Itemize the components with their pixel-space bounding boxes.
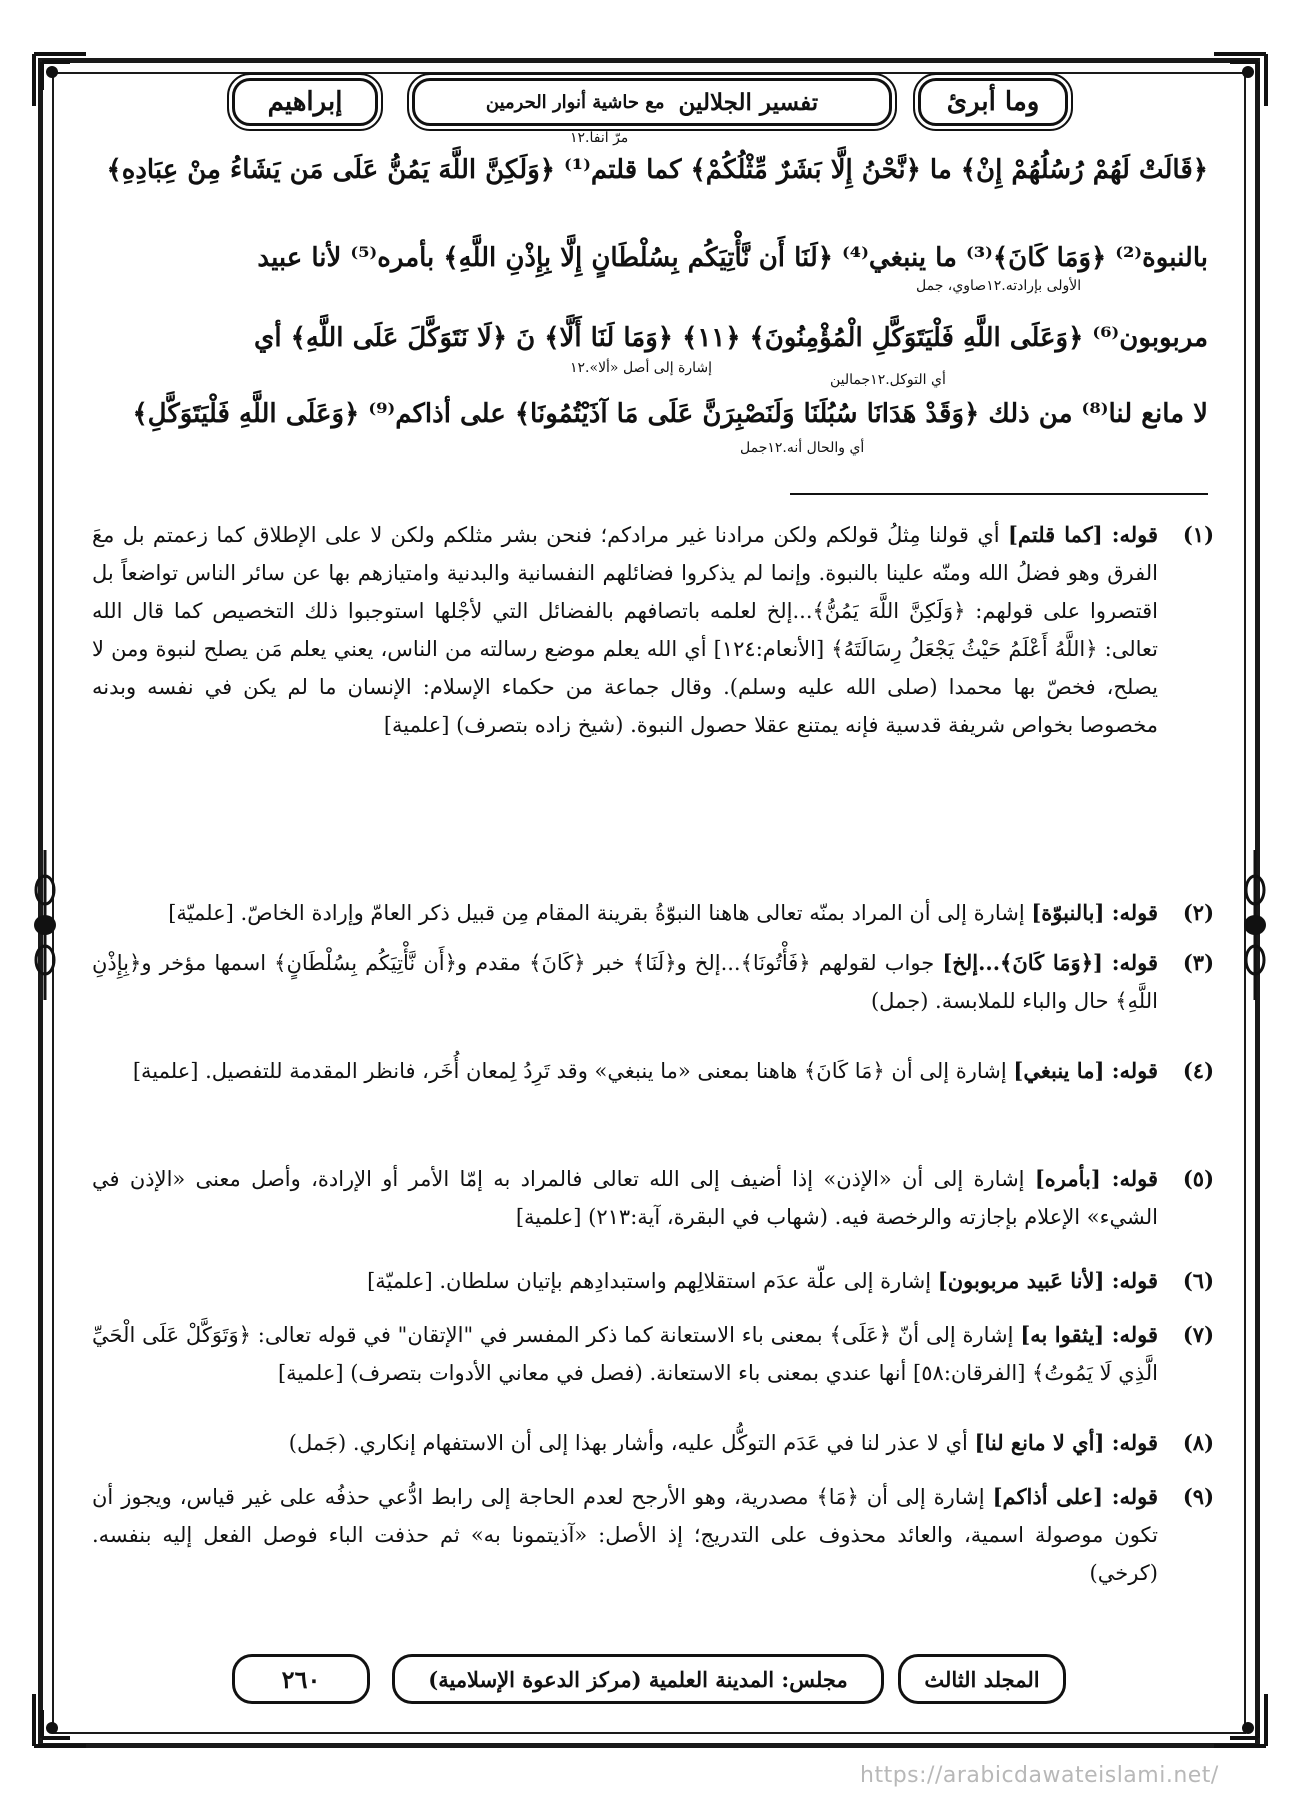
footnote-text: جواب لقولهم ﴿فَأْتُونَا﴾...إلخ و﴿لَنَا﴾ خبر ﴿كَانَ﴾ مقدم و﴿أَن نَّأْتِيَكُم بِسُلْطَانٍ﴾ اسمها مؤخر و﴿بِإِذْنِ اللَّهِ﴾ حال والباء للملابسة. (جمل): [92, 951, 1158, 1013]
footnote-number: (٣): [1182, 950, 1214, 975]
footnote-text: إشارة إلى أن «الإذن» إذا أضيف إلى الله تعالى فالمراد به إمّا الأمر أو الإرادة، وأصل معنى «الإذن في الشيء» الإعلام بإجازته والرخصة فيه. (شهاب في البقرة، آية:٢١٣) [علمية]: [92, 1167, 1158, 1229]
footnote-number: (٤): [1182, 1058, 1214, 1083]
footnote-keyword: قوله: [أي لا مانع لنا]: [974, 1430, 1158, 1455]
verse-note-b1: أي التوكل.١٢جمالين: [830, 372, 946, 388]
footnote-keyword: قوله: [لأنا عَبيد مربوبون]: [937, 1268, 1158, 1293]
volume: المجلد الثالث: [924, 1666, 1040, 1692]
book-title-box: [412, 78, 892, 126]
juz-name: وما أبرئ: [946, 87, 1040, 117]
surah-name-box: [232, 78, 378, 126]
footnote-6: [92, 1262, 1214, 1300]
footnote-number: (٥): [1182, 1166, 1214, 1191]
corner-ornament-icon: [30, 50, 90, 110]
footnote-text: أي قولنا مِثلُ قولكم ولكن مرادنا غير مرادكم؛ فنحن بشر مثلكم ولكن لا على الإطلاق كما زعمتم بل معَ الفرق وهو فضلُ الله ومنّه علينا بالنبوة. وإنما لم يذكروا فضائلهم النفسانية والبدنية وامتيازهم بها عن سائر الناس تواضعاً بل اقتصروا على قولهم: ﴿وَلَكِنَّ اللَّهَ يَمُنُّ﴾...إلخ لعلمه باتصافهم بالفضائل التي لأجْلها استوجبوا ذلك التخصيص كما قال الله تعالى: ﴿اللَّهُ أَعْلَمُ حَيْثُ يَجْعَلُ رِسَالَتَهُ﴾ [الأنعام:١٢٤] أي الله يعلم موضع رسالته من الناس، يعني يعلم مَن يصلح لنبوة ومن لا يصلح، فخصّ بها محمدا (صلى الله عليه وسلم). وقال جماعة من حكماء الإسلام: الإنسان ما لم يكن في نفسه وبدنه مخصوصا بخواص شريفة قدسية فإنه يمتنع عقلا حصول النبوة. (شيخ زاده بتصرف) [علمية]: [92, 523, 1158, 737]
page-number-box: [232, 1654, 370, 1704]
footnote-keyword: قوله: [على أذاكم]: [992, 1484, 1158, 1509]
footnote-number: (١): [1182, 522, 1214, 547]
side-ornament-icon: [32, 850, 58, 1000]
footnote-5: [92, 1160, 1214, 1236]
footnote-number: (٨): [1182, 1430, 1214, 1455]
footnote-3: [92, 944, 1214, 1020]
watermark-url: https://arabicdawateislami.net/: [860, 1763, 1219, 1788]
footnote-text: إشارة إلى أن ﴿مَا كَانَ﴾ هاهنا بمعنى «ما ينبغي» وقد تَرِدُ لِمعان أُخَر، فانظر المقدمة للتفصيل. [علمية]: [132, 1059, 1007, 1083]
corner-ornament-icon: [1210, 1690, 1270, 1750]
side-ornament-icon: [1242, 850, 1268, 1000]
footnote-8: [92, 1424, 1214, 1462]
verse-line-4: لا مانع لنا⁽⁸⁾ من ذلك ﴿وَقَدْ هَدَانَا سُبُلَنَا وَلَنَصْبِرَنَّ عَلَى مَا آذَيْتُمُونَا﴾ على أذاكم⁽⁹⁾ ﴿وَعَلَى اللَّهِ فَلْيَتَوَكَّلِ﴾: [132, 399, 1208, 429]
footnote-number: (٩): [1182, 1484, 1214, 1509]
footnote-text: إشارة إلى أنّ ﴿عَلَى﴾ بمعنى باء الاستعانة كما ذكر المفسر في "الإتقان" في قوله تعالى: ﴿وَتَوَكَّلْ عَلَى الْحَيِّ الَّذِي لَا يَمُوتُ﴾ [الفرقان:٥٨] أنها عندي بمعنى باء الاستعانة. (فصل في معاني الأدوات بتصرف) [علمية]: [92, 1323, 1158, 1385]
book-subtitle: مع حاشية أنوار الحرمين: [485, 91, 665, 113]
book-title: تفسير الجلالين: [678, 88, 819, 116]
verse-note-mid: الأولى بإرادته.١٢صاوي، جمل: [916, 278, 1082, 294]
footnote-keyword: قوله: [ما ينبغي]: [1013, 1058, 1158, 1083]
footnote-2: [92, 894, 1214, 932]
footnote-9: [92, 1478, 1214, 1592]
footnote-keyword: قوله: [بأمره]: [1034, 1166, 1158, 1191]
verse-line-3: مربوبون⁽⁶⁾ ﴿وَعَلَى اللَّهِ فَلْيَتَوَكَّلِ الْمُؤْمِنُونَ﴾ ﴿١١﴾ ﴿وَمَا لَنَا أَلَّا﴾ نَ ﴿لَا نَتَوَكَّلَ عَلَى اللَّهِ﴾ أي: [253, 323, 1208, 353]
corner-ornament-icon: [30, 1690, 90, 1750]
corner-ornament-icon: [1210, 50, 1270, 110]
publisher: مجلس: المدينة العلمية (مركز الدعوة الإسلامية): [428, 1666, 848, 1692]
footnote-keyword: قوله: [﴿وَمَا كَانَ﴾...إلخ]: [942, 950, 1158, 975]
verse-line-1: ﴿قَالَتْ لَهُمْ رُسُلُهُمْ إِنْ﴾ ما ﴿نَّحْنُ إِلَّا بَشَرٌ مِّثْلُكُمْ﴾ كما قلتم⁽¹⁾ ﴿وَلَكِنَّ اللَّهَ يَمُنُّ عَلَى مَن يَشَاءُ مِنْ عِبَادِهِ﴾: [106, 155, 1208, 185]
verse-line-2: بالنبوة⁽²⁾ ﴿وَمَا كَانَ﴾⁽³⁾ ما ينبغي⁽⁴⁾ ﴿لَنَا أَن نَّأْتِيَكُم بِسُلْطَانٍ إِلَّا بِإِذْنِ اللَّهِ﴾ بأمره⁽⁵⁾ لأنا عبيد: [257, 243, 1208, 273]
footnote-7: [92, 1316, 1214, 1392]
publisher-box: [392, 1654, 884, 1704]
verse-note-b2: إشارة إلى أصل «ألا».١٢: [570, 360, 713, 376]
footnote-text: أي لا عذر لنا في عَدَم التوكُّل عليه، وأشار بهذا إلى أن الاستفهام إنكاري. (جَمل): [288, 1431, 968, 1455]
footnote-keyword: قوله: [بالنبوّة]: [1031, 900, 1158, 925]
footnote-keyword: قوله: [يثقوا به]: [1020, 1322, 1158, 1347]
volume-box: [898, 1654, 1066, 1704]
surah-name: إبراهيم: [267, 87, 343, 117]
verse-note-bottom: أي والحال أنه.١٢جمل: [740, 440, 865, 456]
section-divider: [790, 493, 1208, 495]
footnote-text: إشارة إلى أن المراد بمنّه تعالى هاهنا النبوّةُ بقرينة المقام مِن قبيل ذكر العامّ وإرادة الخاصّ. [علميّة]: [168, 901, 1025, 925]
verse-note-top: مرّ آنفا.١٢: [570, 130, 629, 146]
footnote-number: (٧): [1182, 1322, 1214, 1347]
footnote-text: إشارة إلى علّة عدَم استقلالِهم واستبدادِهم بإتيان سلطان. [علميّة]: [367, 1269, 932, 1293]
footnote-1: [92, 516, 1214, 744]
footnote-4: [92, 1052, 1214, 1090]
footnote-keyword: قوله: [كما قلتم]: [1007, 522, 1158, 547]
footnote-text: إشارة إلى أن ﴿مَا﴾ مصدرية، وهو الأرجح لعدم الحاجة إلى رابط ادُّعي حذفُه على غير قياس، ويجوز أن تكون موصولة اسمية، والعائد محذوف على التدريج؛ إذ الأصل: «آذيتمونا به» ثم حذفت الباء فوصل الفعل إليه بنفسه. (كرخي): [92, 1485, 1158, 1585]
juz-name-box: [918, 78, 1068, 126]
page-number: ٢٦٠: [281, 1664, 321, 1694]
footnote-number: (٦): [1182, 1268, 1214, 1293]
footnote-number: (٢): [1182, 900, 1214, 925]
